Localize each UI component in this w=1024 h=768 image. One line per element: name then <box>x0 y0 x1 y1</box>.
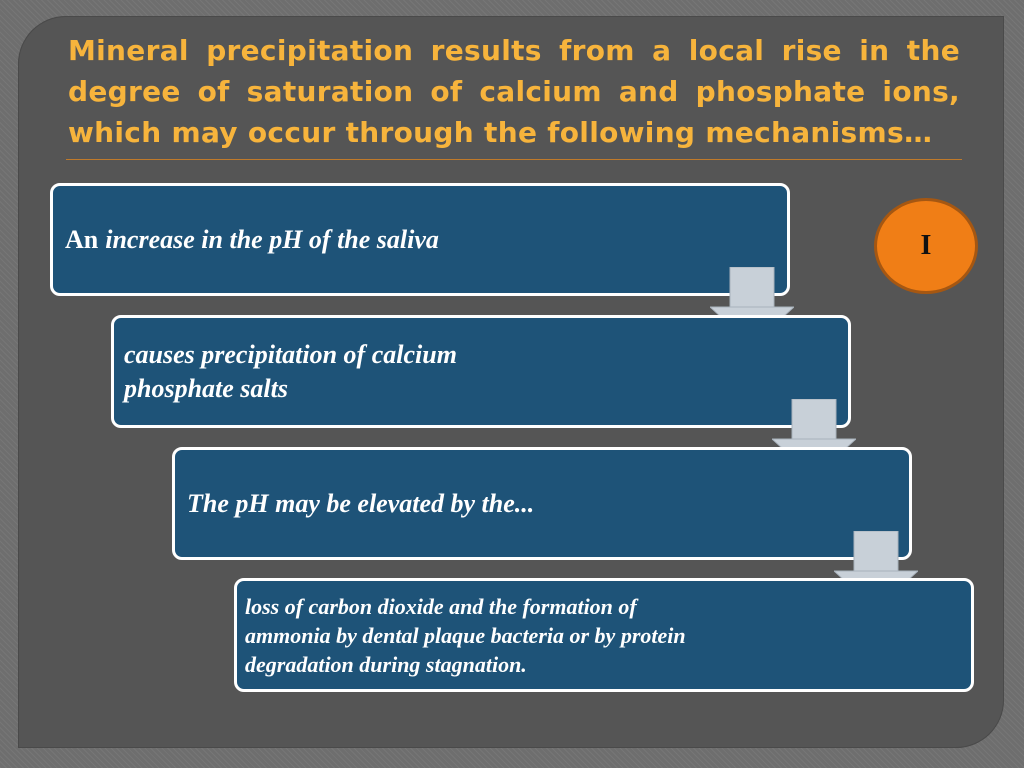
flow-step-2-line-2: phosphate salts <box>124 373 288 403</box>
flow-step-2-line-1: causes precipitation of calcium <box>124 339 457 369</box>
slide-title: Mineral precipitation results from a local rise in the degree of saturation of calcium and phosphate ions, which may occur through the following mechanisms… <box>68 34 960 149</box>
flow-step-1 <box>50 183 790 296</box>
flow-step-4-line-2: ammonia by dental plaque bacteria or by protein <box>245 622 686 648</box>
flow-step-4 <box>234 578 974 692</box>
flow-step-3 <box>172 447 912 560</box>
flow-step-2 <box>111 315 851 428</box>
flow-step-1-text: increase in the pH of the saliva <box>105 224 439 254</box>
flow-step-3-text: The pH may be elevated by the... <box>187 488 535 518</box>
mechanism-marker-label: I <box>920 230 932 261</box>
title-divider <box>66 159 962 160</box>
flow-step-1-lead: An <box>65 224 99 254</box>
mechanism-marker <box>874 198 978 294</box>
flow-step-4-line-1: loss of carbon dioxide and the formation of <box>245 593 637 619</box>
flow-step-4-line-3: degradation during stagnation. <box>245 651 527 677</box>
